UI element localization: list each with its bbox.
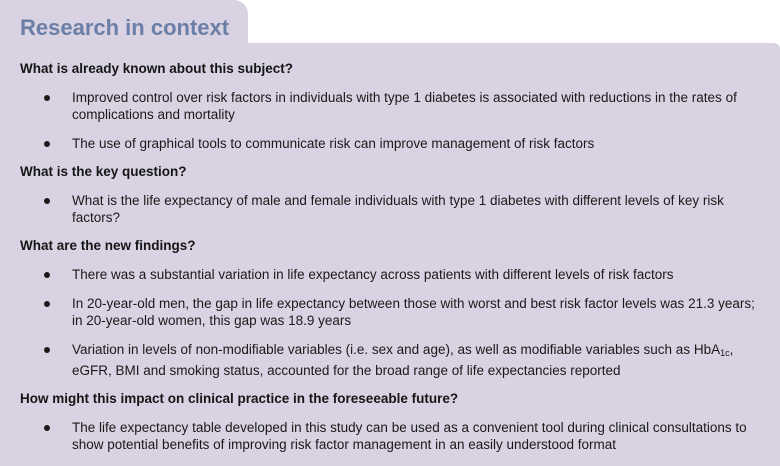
- section-key-question: [0, 164, 780, 226]
- research-in-context-tab: [0, 0, 248, 44]
- section-known: [0, 61, 780, 152]
- bullet-icon: [44, 198, 50, 204]
- bullet-text: In 20-year-old men, the gap in life expectancy between those with worst and best risk factor levels was 21.3 years; in 20-year-old women, this gap was 18.9 years: [72, 296, 755, 328]
- bullet-list: [0, 266, 780, 379]
- bullet-text: Improved control over risk factors in individuals with type 1 diabetes is associated with reductions in the rates of complications and mortality: [72, 90, 737, 122]
- bullet-icon: [44, 425, 50, 431]
- bullet-item: [0, 135, 780, 152]
- bullet-list: [0, 89, 780, 152]
- section-clinical-impact: [0, 391, 780, 453]
- box-title: Research in context: [20, 15, 230, 40]
- bullet-text-before: Variation in levels of non-modifiable variables (i.e. sex and age), as well as modifiable variables such as HbA: [72, 342, 721, 357]
- hba1c-subscript: 1c: [720, 348, 730, 358]
- bullet-icon: [44, 347, 50, 353]
- bullet-text: The life expectancy table developed in this study can be used as a convenient tool during clinical consultations to show potential benefits of improving risk factor management in an easily understood format: [72, 420, 747, 452]
- bullet-item: [0, 295, 780, 329]
- section-question: What is already known about this subject?: [20, 61, 294, 76]
- bullet-text: [72, 342, 733, 378]
- bullet-text: The use of graphical tools to communicate risk can improve management of risk factors: [72, 136, 595, 151]
- bullet-list: [0, 192, 780, 226]
- bullet-text: There was a substantial variation in life expectancy across patients with different levels of risk factors: [72, 267, 674, 282]
- research-in-context-panel: [0, 43, 780, 466]
- bullet-item: [0, 89, 780, 123]
- bullet-item: [0, 266, 780, 283]
- bullet-item: [0, 419, 780, 453]
- section-question: How might this impact on clinical practice in the foreseeable future?: [20, 391, 459, 406]
- section-question: What is the key question?: [20, 164, 187, 179]
- bullet-text-after: , eGFR, BMI and smoking status, accounted for the broad range of life expectancies reported: [72, 342, 734, 378]
- section-new-findings: [0, 238, 780, 379]
- bullet-icon: [44, 272, 50, 278]
- bullet-list: [0, 419, 780, 453]
- bullet-icon: [44, 301, 50, 307]
- bullet-text: What is the life expectancy of male and female individuals with type 1 diabetes with different levels of key risk factors?: [72, 193, 724, 225]
- section-question: What are the new findings?: [20, 238, 196, 253]
- bullet-item: [0, 192, 780, 226]
- bullet-icon: [44, 95, 50, 101]
- bullet-icon: [44, 141, 50, 147]
- bullet-item: [0, 341, 780, 379]
